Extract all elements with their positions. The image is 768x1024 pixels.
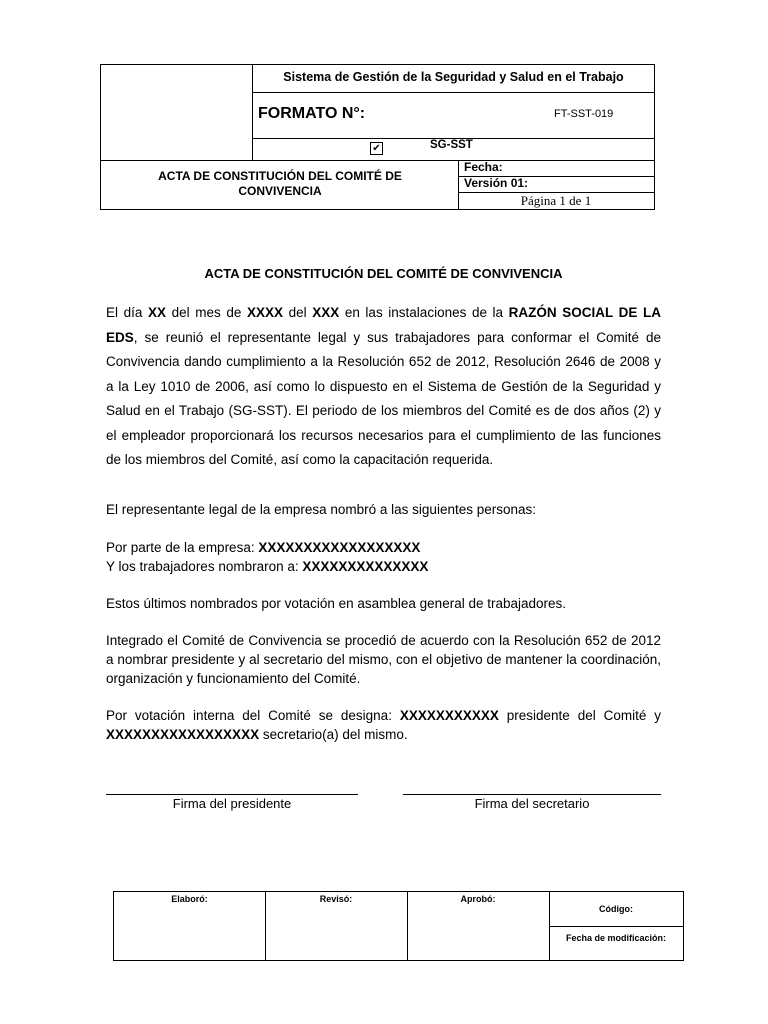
p1-year: XXX — [312, 305, 340, 320]
version-label: Versión 01: — [464, 176, 529, 190]
secretary-signature-label: Firma del secretario — [474, 796, 590, 811]
system-title: Sistema de Gestión de la Seguridad y Salud en el Trabajo — [283, 70, 624, 84]
company-appointee: XXXXXXXXXXXXXXXXXX — [258, 540, 421, 555]
president-signature-label: Firma del presidente — [172, 796, 292, 811]
p6-text-2: presidente del Comité y — [498, 708, 661, 723]
workers-appointee: XXXXXXXXXXXXXX — [302, 559, 429, 574]
p6-text-1: Por votación interna del Comité se designa: — [106, 708, 400, 723]
paragraph-5: Integrado el Comité de Convivencia se procedió de acuerdo con la Resolución 652 de 2012 a nombrar presidente y al secretario del mismo, con el objetivo de mantener la coordinación, organización y funcionamiento del Comité. — [106, 633, 661, 686]
workers-appointment-text: Y los trabajadores nombraron a: — [106, 559, 303, 574]
p1-day: XX — [147, 305, 166, 320]
secretary-signature-line — [403, 794, 661, 795]
format-code: FT-SST-019 — [554, 108, 614, 120]
secretary-name: XXXXXXXXXXXXXXXXX — [106, 727, 260, 742]
president-signature-line — [106, 794, 358, 795]
system-short: SG-SST — [430, 139, 473, 151]
p1-month: XXXX — [246, 305, 283, 320]
format-label: FORMATO N°: — [258, 105, 366, 122]
logo-area — [101, 65, 251, 159]
approved-label: Aprobó: — [460, 894, 496, 904]
modified-label: Fecha de modificación: — [565, 933, 667, 943]
footer-table — [113, 891, 684, 961]
checkbox[interactable]: ✔ — [370, 142, 383, 155]
workers-appointment — [106, 557, 661, 576]
paragraph-2: El representante legal de la empresa nombró a las siguientes personas: — [106, 502, 537, 517]
p1-company: RAZÓN SOCIAL DE LA EDS — [106, 305, 661, 345]
date-label: Fecha: — [464, 160, 503, 174]
p1-text-2: del mes de — [166, 305, 247, 320]
p1-text-4: en las instalaciones de la — [339, 305, 509, 320]
body-title: ACTA DE CONSTITUCIÓN DEL COMITÉ DE CONVIVENCIA — [204, 266, 563, 281]
paragraph-4: Estos últimos nombrados por votación en asamblea general de trabajadores. — [106, 596, 567, 611]
president-name: XXXXXXXXXXX — [399, 708, 499, 723]
paragraph-3 — [106, 538, 661, 576]
code-label: Código: — [599, 904, 633, 914]
company-appointment-text: Por parte de la empresa: — [106, 540, 259, 555]
company-appointment — [106, 538, 661, 557]
document-title: ACTA DE CONSTITUCIÓN DEL COMITÉ DE CONVIVENCIA — [158, 169, 402, 198]
p6-text-3: secretario(a) del mismo. — [259, 727, 408, 742]
paragraph-6 — [106, 706, 661, 744]
paragraph-1 — [106, 301, 661, 473]
p1-text-5: , se reunió el representante legal y sus trabajadores para conformar el Comité de Convivencia dando cumplimiento a la Resolución 652 de 2012, Resolución 2646 de 2008 y a la Ley 1010 de 2006, así como lo dispuesto en el Sistema de Gestión de la Seguridad y Salud en el Trabajo (SG-SST). El periodo de los miembros del Comité es de dos años (2) y el empleador proporcionará los recursos necesarios para el cumplimiento de las funciones de los miembros del Comité, así como la capacitación requerida. — [106, 329, 661, 467]
reviewed-label: Revisó: — [319, 894, 353, 904]
page-label: Página 1 de 1 — [520, 193, 592, 208]
p1-text-1: El día — [106, 305, 148, 320]
prepared-label: Elaboró: — [171, 894, 208, 904]
p1-text-3: del — [282, 305, 313, 320]
